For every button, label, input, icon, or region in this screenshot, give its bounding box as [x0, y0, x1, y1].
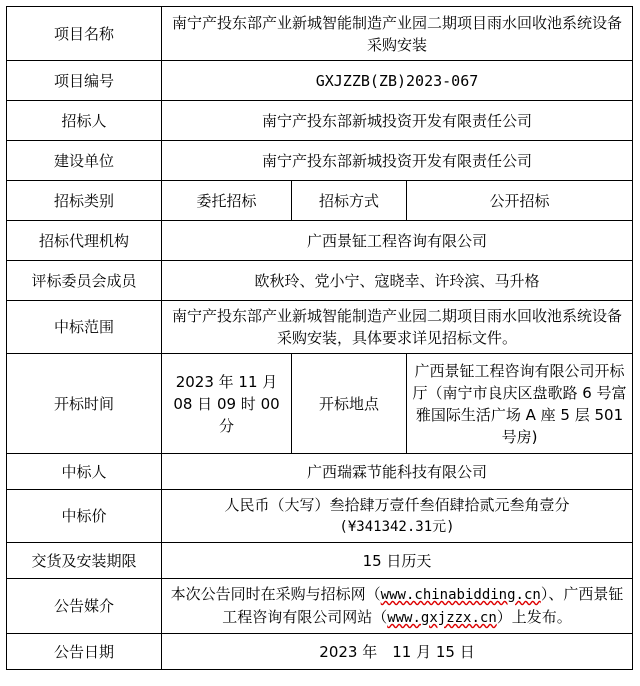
row-builder [7, 141, 633, 181]
category-label: 招标类别 [7, 181, 162, 221]
opening-place-label: 开标地点 [292, 354, 407, 454]
project-no-value: GXJZZB(ZB)2023-067 [162, 61, 633, 101]
price-value [162, 490, 633, 543]
price-uppercase: 人民币（大写）叁拾肆万壹仟叁佰肆拾贰元叁角壹分 [224, 496, 570, 514]
media-label: 公告媒介 [7, 579, 162, 634]
tenderer-value: 南宁产投东部新城投资开发有限责任公司 [162, 101, 633, 141]
media-text-1: 本次公告同时在采购与招标网（ [170, 585, 381, 603]
gxjzzx-link[interactable]: www.gxjzzx.cn [387, 610, 497, 626]
winner-value: 广西瑞霖节能科技有限公司 [162, 454, 633, 490]
row-tenderer [7, 101, 633, 141]
delivery-label: 交货及安装期限 [7, 543, 162, 579]
builder-value: 南宁产投东部新城投资开发有限责任公司 [162, 141, 633, 181]
scope-value: 南宁产投东部产业新城智能制造产业园二期项目雨水回收池系统设备采购安装，具体要求详见招标文件。 [162, 301, 633, 354]
bid-result-table [6, 6, 633, 670]
chinabidding-link[interactable]: www.chinabidding.cn [380, 587, 541, 603]
delivery-value: 15 日历天 [162, 543, 633, 579]
category-value: 委托招标 [162, 181, 292, 221]
row-project-name [7, 7, 633, 61]
date-label: 公告日期 [7, 634, 162, 670]
project-name-label: 项目名称 [7, 7, 162, 61]
opening-time: 2023 年 11 月 08 日 09 时 00 分 [162, 354, 292, 454]
project-name-value: 南宁产投东部产业新城智能制造产业园二期项目雨水回收池系统设备采购安装 [162, 7, 633, 61]
row-agency [7, 221, 633, 261]
row-committee [7, 261, 633, 301]
scope-label: 中标范围 [7, 301, 162, 354]
committee-label: 评标委员会成员 [7, 261, 162, 301]
row-price [7, 490, 633, 543]
row-date [7, 634, 633, 670]
row-opening [7, 354, 633, 454]
row-delivery [7, 543, 633, 579]
tenderer-label: 招标人 [7, 101, 162, 141]
method-label: 招标方式 [292, 181, 407, 221]
media-value [162, 579, 633, 634]
committee-value: 欧秋玲、党小宁、寇晓幸、许玲滨、马升格 [162, 261, 633, 301]
winner-label: 中标人 [7, 454, 162, 490]
project-no-label: 项目编号 [7, 61, 162, 101]
media-text-3: ）上发布。 [496, 608, 572, 626]
builder-label: 建设单位 [7, 141, 162, 181]
agency-value: 广西景钲工程咨询有限公司 [162, 221, 633, 261]
row-winner [7, 454, 633, 490]
media-text-2: ）、广西景钲工程咨询有限公司网站（ [222, 585, 624, 626]
price-number: (¥341342.31元) [339, 519, 455, 535]
date-value: 2023 年 11 月 15 日 [162, 634, 633, 670]
opening-place-value: 广西景钲工程咨询有限公司开标厅（南宁市良庆区盘歌路 6 号富雅国际生活广场 A 座 5 层 501 号房) [407, 354, 633, 454]
row-media [7, 579, 633, 634]
row-category [7, 181, 633, 221]
opening-label: 开标时间 [7, 354, 162, 454]
method-value: 公开招标 [407, 181, 633, 221]
agency-label: 招标代理机构 [7, 221, 162, 261]
row-scope [7, 301, 633, 354]
row-project-no [7, 61, 633, 101]
price-label: 中标价 [7, 490, 162, 543]
